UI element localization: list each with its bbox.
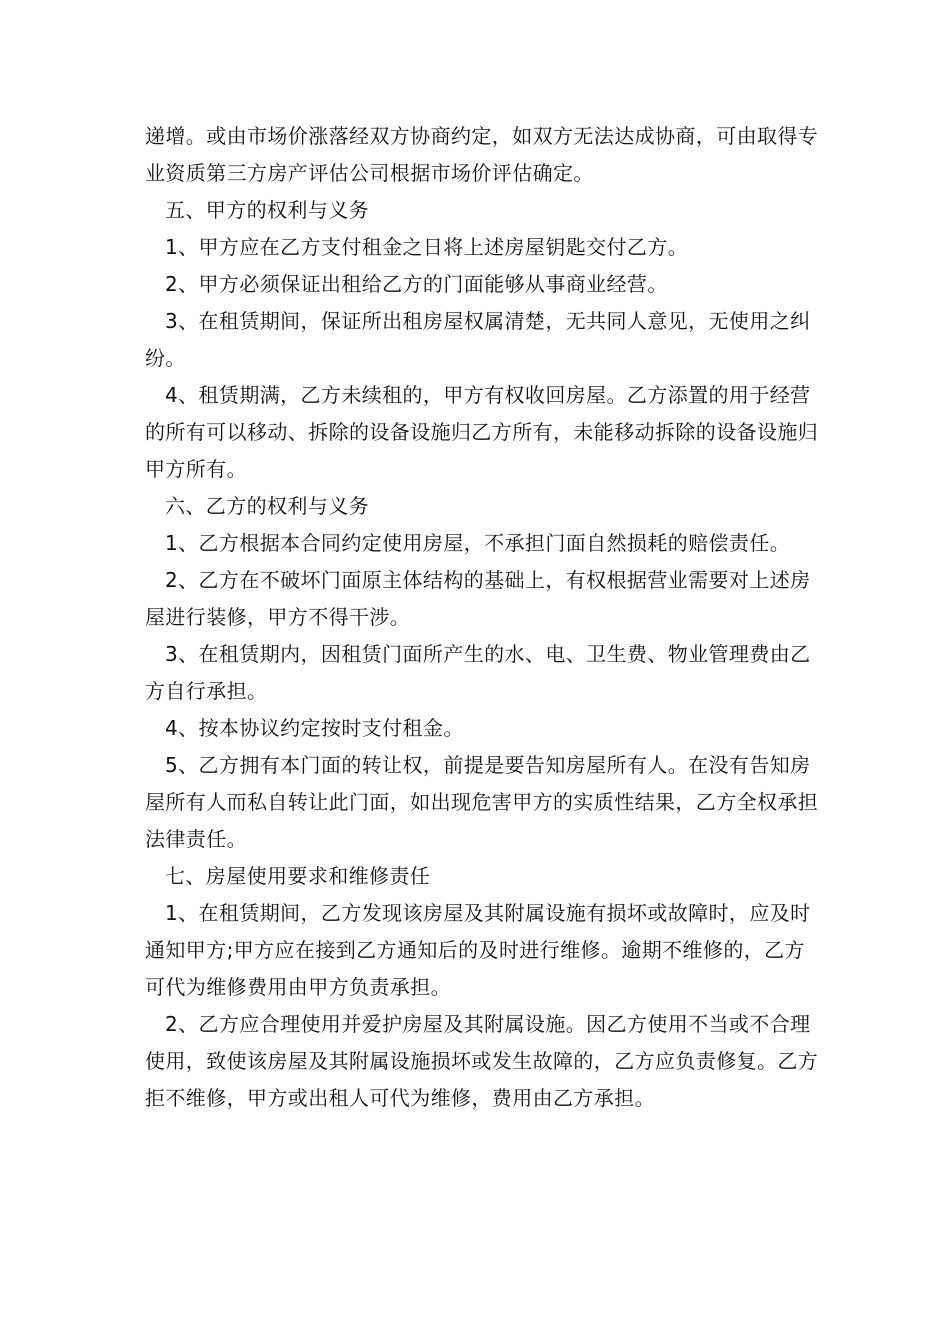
clause-b-5: 5、乙方拥有本门面的转让权，前提是要告知房屋所有人。在没有告知房屋所有人而私自转让此门面，如出现危害甲方的实质性结果，乙方全权承担法律责任。 <box>145 753 819 851</box>
clause-b-2: 2、乙方在不破坏门面原主体结构的基础上，有权根据营业需要对上述房屋进行装修，甲方不得干涉。 <box>145 568 811 629</box>
clause-b-1: 1、乙方根据本合同约定使用房屋，不承担门面自然损耗的赔偿责任。 <box>165 531 791 555</box>
clause-b-3: 3、在租赁期内，因租赁门面所产生的水、电、卫生费、物业管理费由乙方自行承担。 <box>145 642 811 703</box>
clause-a-2: 2、甲方必须保证出租给乙方的门面能够从事商业经营。 <box>165 272 668 296</box>
clause-a-3: 3、在租赁期间，保证所出租房屋权属清楚，无共同人意见，无使用之纠纷。 <box>145 309 811 370</box>
section-heading-party-a-rights: 五、甲方的权利与义务 <box>165 198 369 222</box>
clause-a-1: 1、甲方应在乙方支付租金之日将上述房屋钥匙交付乙方。 <box>165 235 689 259</box>
document-body <box>145 118 825 1117</box>
clause-c-2: 2、乙方应合理使用并爱护房屋及其附属设施。因乙方使用不当或不合理使用，致使该房屋及其附属设施损坏或发生故障的，乙方应负责修复。乙方拒不维修，甲方或出租人可代为维修，费用由乙方承担。 <box>145 1012 819 1110</box>
section-heading-usage-maintenance: 七、房屋使用要求和维修责任 <box>165 864 431 888</box>
clause-a-4: 4、租赁期满，乙方未续租的，甲方有权收回房屋。乙方添置的用于经营的所有可以移动、拆除的设备设施归乙方所有，未能移动拆除的设备设施归甲方所有。 <box>145 383 819 481</box>
clause-c-1: 1、在租赁期间，乙方发现该房屋及其附属设施有损坏或故障时，应及时通知甲方;甲方应在接到乙方通知后的及时进行维修。逾期不维修的，乙方可代为维修费用由甲方负责承担。 <box>145 901 811 999</box>
paragraph-continuation: 递增。或由市场价涨落经双方协商约定，如双方无法达成协商，可由取得专业资质第三方房产评估公司根据市场价评估确定。 <box>145 124 819 185</box>
clause-b-4: 4、按本协议约定按时支付租金。 <box>165 716 464 740</box>
section-heading-party-b-rights: 六、乙方的权利与义务 <box>165 494 369 518</box>
